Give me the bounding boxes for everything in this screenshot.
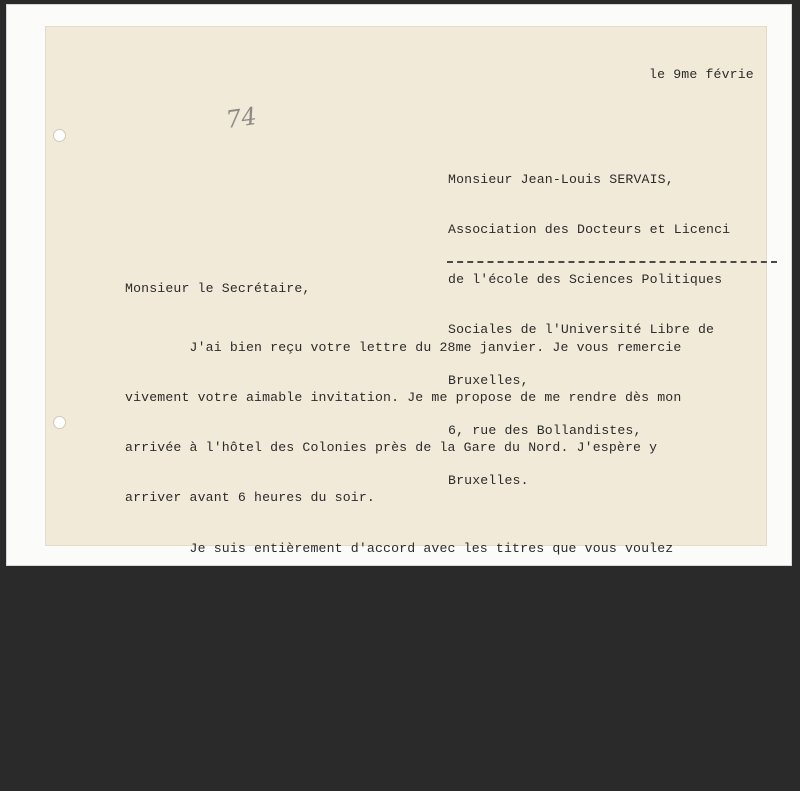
- letter-body: [125, 307, 681, 791]
- addressee-line: 6, rue des Bollandistes,: [448, 422, 642, 438]
- letter-date: le 9me févrie: [649, 67, 754, 82]
- addressee-line: Bruxelles,: [448, 372, 529, 388]
- addressee-line: Association des Docteurs et Licenci: [448, 222, 731, 238]
- body-line: indiquer sur la carte. Je suppose que vous aurez observé les petits: [125, 590, 666, 606]
- letter-sheet: [45, 26, 767, 756]
- body-line: J'ai bien reçu votre lettre du 28me janvier. Je vous remercie: [125, 340, 682, 356]
- addressee-line: Monsieur Jean-Louis SERVAIS,: [448, 172, 674, 188]
- body-line: arrivée à l'hôtel des Colonies près de la Gare du Nord. J'espère y: [125, 440, 658, 456]
- body-line: arriver avant 6 heures du soir.: [125, 490, 375, 506]
- punch-hole-top: [53, 129, 66, 142]
- body-line: Secrétaire, l'expression de mes sentiments très distingués.: [125, 740, 601, 756]
- addressee-line: de l'école des Sciences Politiques: [448, 272, 723, 288]
- salutation: Monsieur le Secrétaire,: [125, 281, 311, 296]
- body-line: Je suis entièrement d'accord avec les titres que vous voulez: [125, 540, 674, 556]
- addressee-line: Bruxelles.: [448, 472, 529, 488]
- mounting-card: [6, 4, 792, 756]
- punch-hole-bottom: [53, 416, 66, 429]
- body-line: Au plaisir de vous voir je vous prie d'agréer, Monsieur le: [125, 690, 658, 706]
- typed-text-area: [45, 26, 767, 756]
- handwritten-mark: 74: [224, 101, 259, 135]
- body-line: erreurs d'impression dans votre lettre.: [125, 640, 440, 656]
- body-line: vivement votre aimable invitation. Je me propose de me rendre dès mon: [125, 390, 682, 406]
- dashed-underline-rule: [447, 261, 777, 263]
- addressee-line: Sociales de l'Université Libre de: [448, 322, 715, 338]
